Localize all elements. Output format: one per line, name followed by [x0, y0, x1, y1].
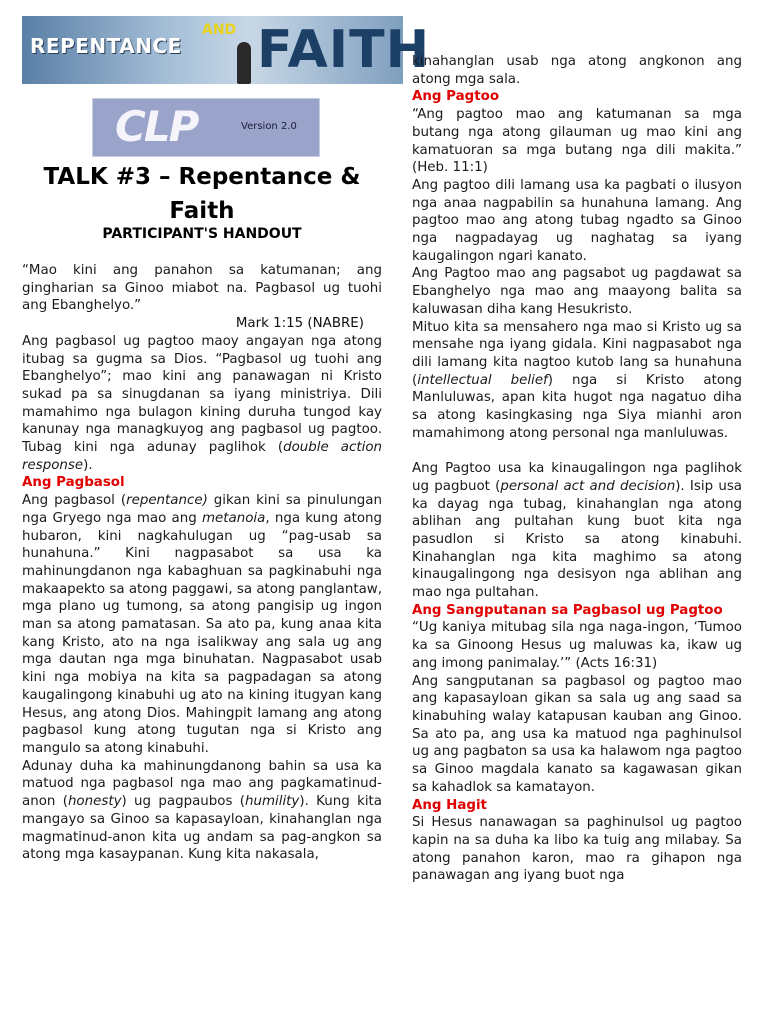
opening-quote: “Mao kini ang panahon sa katumanan; ang gingharian sa Ginoo miabot na. Pagbasol ug tuohi ang Ebanghelyo.”: [22, 263, 382, 314]
sangputanan-quote: “Ug kaniya mitubag sila nga naga-ingon, ‘Tumoo ka sa Ginoong Hesus ug maluwas ka, ikaw ug ang imong panimalay.’” (Acts 16:31): [412, 620, 742, 671]
banner-word-and: AND: [202, 22, 237, 38]
banner-figure-icon: [237, 42, 251, 84]
clp-logo-mark: CLP: [115, 102, 198, 151]
banner-word-repentance: REPENTANCE: [30, 34, 182, 58]
page-subtitle: PARTICIPANT'S HANDOUT: [102, 226, 302, 242]
banner-word-faith: FAITH: [257, 20, 431, 80]
pagbasol-paragraph-1: Ang pagbasol (repentance) gikan kini sa pinulungan nga Gryego nga mao ang metanoia, nga kung atong hubaron, kini nagkahulugan ug “pag-usab sa hunahuna.” Kini nagpasabot sa usa ka mahinungdanon nga kabaghuan sa pagkinabuhi nga makaapekto sa atong paggawi, sa atong panglantaw, mga plano ug tumong, sa atong pangisip ug ingon man sa atong pamatasan. Sa ato pa, kung anaa kita kang Kristo, ato na nga isalikway ang sala ug ang mga dautan nga mga binuhatan. Nagpasabot usab kini nga mobiya na kita sa pagpadagan sa atong kaugalingong kinabuhi ug ato na kining itugyan kang Hesus, ang atong Dios. Mahingpit lamang ang atong pagbasol kung atong tugutan nga si Kristo ang mangulo sa atong kinabuhi.: [22, 493, 383, 756]
heading-ang-pagtoo: Ang Pagtoo: [412, 89, 500, 105]
banner-image: [22, 16, 431, 84]
pagtoo-paragraph-3: Mituo kita sa mensahero nga mao si Kristo ug sa mensahe nga iyang gidala. Kini nagpasabot nga dili lamang kita nagtoo kutob lang sa hunahuna (intellectual belief) nga si Kristo atong Manluluwas, apan kita hugot nga nagatuo diha sa atong kasingkasing nga Siya mianhi aron mamahimong atong personal nga manluluwas.: [412, 319, 742, 441]
sangputanan-paragraph: Ang sangputanan sa pagbasol og pagtoo mao ang kapasayloan gikan sa sala ug ang saad sa kinabuhing walay katapusan kauban ang Ginoo. Sa ato pa, ang usa ka matuod nga paghinulsol ug ang pagbaton sa usa ka halawom nga pagtoo sa Ginoo magdala kanato sa kagawasan gikan sa kahadlok sa kamatayon.: [412, 673, 742, 795]
page-title: TALK #3 – Repentance & Faith: [43, 164, 361, 224]
pagtoo-quote: “Ang pagtoo mao ang katumanan sa mga butang nga atong gilauman ug mao kini ang kamatuoran sa mga butang nga dili makita.” (Heb. 11:1): [412, 107, 742, 176]
continued-paragraph: kinahanglan usab nga atong angkonon ang atong mga sala.: [412, 54, 742, 87]
paragraph-gap: [412, 442, 742, 460]
heading-ang-pagbasol: Ang Pagbasol: [22, 475, 125, 491]
clp-logo: [92, 98, 320, 157]
quote-reference: Mark 1:15 (NABRE): [235, 316, 364, 332]
right-column: [412, 53, 742, 885]
left-column: [22, 262, 382, 864]
intro-paragraph: Ang pagbasol ug pagtoo maoy angayan nga atong itubag sa gugma sa Dios. “Pagbasol ug tuohi ang Ebanghelyo”; mao kini ang panawagan ni Kristo sukad pa sa sinugdanan sa iyang ministriya. Dili mamahimo nga bulagon kining duruha tungod kay kanunay nga managkuyog ang pagbasol ug pagtoo. Tubag kini nga adunay paglihok (double action response).: [22, 333, 383, 473]
pagbasol-paragraph-2: Adunay duha ka mahinungdanong bahin sa usa ka matuod nga pagbasol nga mao ang pagkamatinud-anon (honesty) ug pagpaubos (humility). Kung kita mangayo sa Ginoo sa kapasayloan, kinahanglan nga magmatinud-anon kita ug andam sa pag-angkon sa atong mga kasaypanan. Kung kita nakasala,: [22, 758, 382, 863]
heading-ang-sangputanan: Ang Sangputanan sa Pagbasol ug Pagtoo: [412, 602, 723, 618]
pagtoo-paragraph-4: Ang Pagtoo usa ka kinaugalingon nga paglihok ug pagbuot (personal act and decision). Isip usa ka dayag nga tubag, kinahanglan nga atong ablihan ang pultahan kung buot kita nga pasudlon si Kristo sa atong kinabuhi. Kinahanglan nga kita maghimo sa atong kinaugalingong nga desisyon nga ablihan ang mao nga pultahan.: [412, 461, 743, 601]
heading-ang-hagit: Ang Hagit: [412, 797, 487, 813]
pagtoo-paragraph-2: Ang Pagtoo mao ang pagsabot ug pagdawat sa Ebanghelyo nga mao ang maayong balita sa kaluwasan diha kang Hesukristo.: [412, 266, 742, 317]
pagtoo-paragraph-1: Ang pagtoo dili lamang usa ka pagbati o ilusyon nga anaa nagpabilin sa hunahuna lamang. Ang pagtoo mao ang atong tubag ngadto sa Ginoo nga nagpadayag ug naghatag sa iyang kaugalingon ngari kanato.: [412, 177, 742, 264]
clp-logo-version: Version 2.0: [241, 121, 297, 132]
hagit-paragraph: Si Hesus nanawagan sa paghinulsol ug pagtoo kapin na sa duha ka libo ka tuig ang milabay. Sa atong panahon karon, mao ra gihapon nga panawagan ang iyang buot nga: [412, 815, 742, 884]
